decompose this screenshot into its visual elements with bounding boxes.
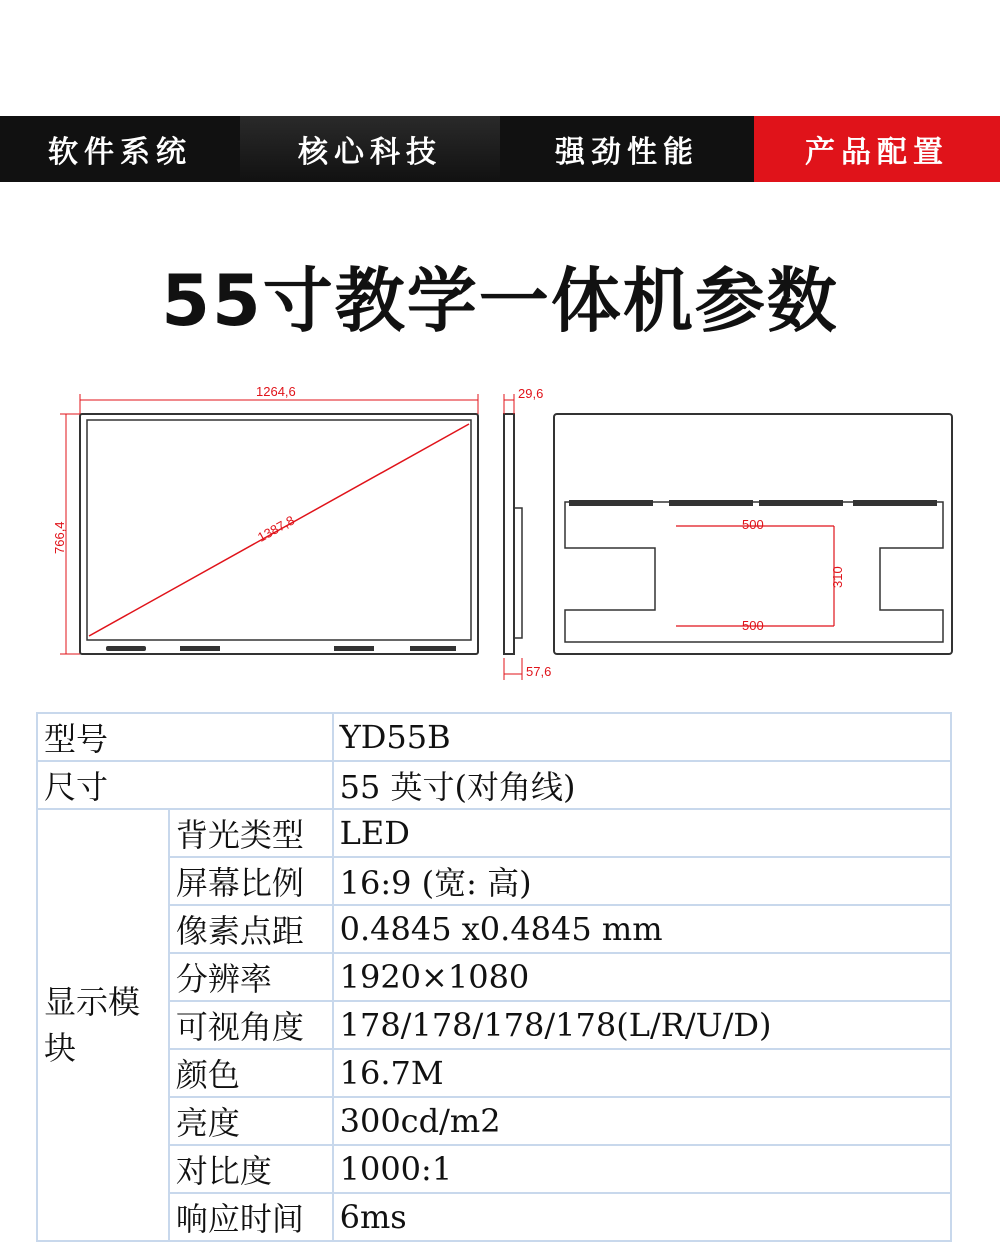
page-title: 55寸教学一体机参数: [161, 260, 839, 342]
size-label: 尺寸: [37, 761, 333, 809]
tab-software[interactable]: 软件系统: [0, 116, 240, 182]
spec-label: 背光类型: [169, 809, 333, 857]
side-view: [504, 414, 522, 654]
spec-value: 178/178/178/178(L/R/U/D): [333, 1001, 951, 1049]
size-value: 55 英寸(对角线): [333, 761, 951, 809]
spec-label: 亮度: [169, 1097, 333, 1145]
table-row: [37, 953, 951, 1001]
table-row: [37, 761, 951, 809]
height-label: 766,4: [52, 521, 67, 554]
spec-value: 16:9 (宽: 高): [333, 857, 951, 905]
spec-value: 0.4845 x0.4845 mm: [333, 905, 951, 953]
nav-bar: [0, 116, 1000, 182]
spec-value: LED: [333, 809, 951, 857]
table-row: [37, 857, 951, 905]
width-label: 1264,6: [256, 384, 296, 399]
vesa-bottom-label: 500: [742, 618, 764, 633]
spec-value: 16.7M: [333, 1049, 951, 1097]
diagonal-label: 1387,8: [254, 512, 297, 545]
tab-core-tech[interactable]: 核心科技: [240, 116, 500, 182]
spec-value: 6ms: [333, 1193, 951, 1241]
spec-table: [36, 712, 952, 1242]
spec-value: 300cd/m2: [333, 1097, 951, 1145]
spec-label: 分辨率: [169, 953, 333, 1001]
model-label: 型号: [37, 713, 333, 761]
bottom-depth-label: 57,6: [526, 664, 552, 679]
tab-config[interactable]: 产品配置: [754, 116, 1000, 182]
model-value: YD55B: [333, 713, 951, 761]
vesa-vertical-label: 310: [830, 566, 845, 588]
spec-label: 屏幕比例: [169, 857, 333, 905]
spec-label: 响应时间: [169, 1193, 333, 1241]
spec-label: 颜色: [169, 1049, 333, 1097]
spec-label: 对比度: [169, 1145, 333, 1193]
depth-label: 29,6: [518, 386, 544, 401]
table-row: [37, 1049, 951, 1097]
table-row: [37, 1097, 951, 1145]
group-label: 显示模块: [37, 809, 169, 1241]
spec-label: 可视角度: [169, 1001, 333, 1049]
spec-value: 1000:1: [333, 1145, 951, 1193]
table-row: [37, 809, 951, 857]
table-row: [37, 1193, 951, 1241]
tab-performance[interactable]: 强劲性能: [500, 116, 754, 182]
table-row: [37, 905, 951, 953]
vesa-top-label: 500: [742, 517, 764, 532]
spec-label: 像素点距: [169, 905, 333, 953]
table-row: [37, 713, 951, 761]
table-row: [37, 1145, 951, 1193]
spec-value: 1920×1080: [333, 953, 951, 1001]
dimension-diagram: [0, 378, 1000, 688]
table-row: [37, 1001, 951, 1049]
